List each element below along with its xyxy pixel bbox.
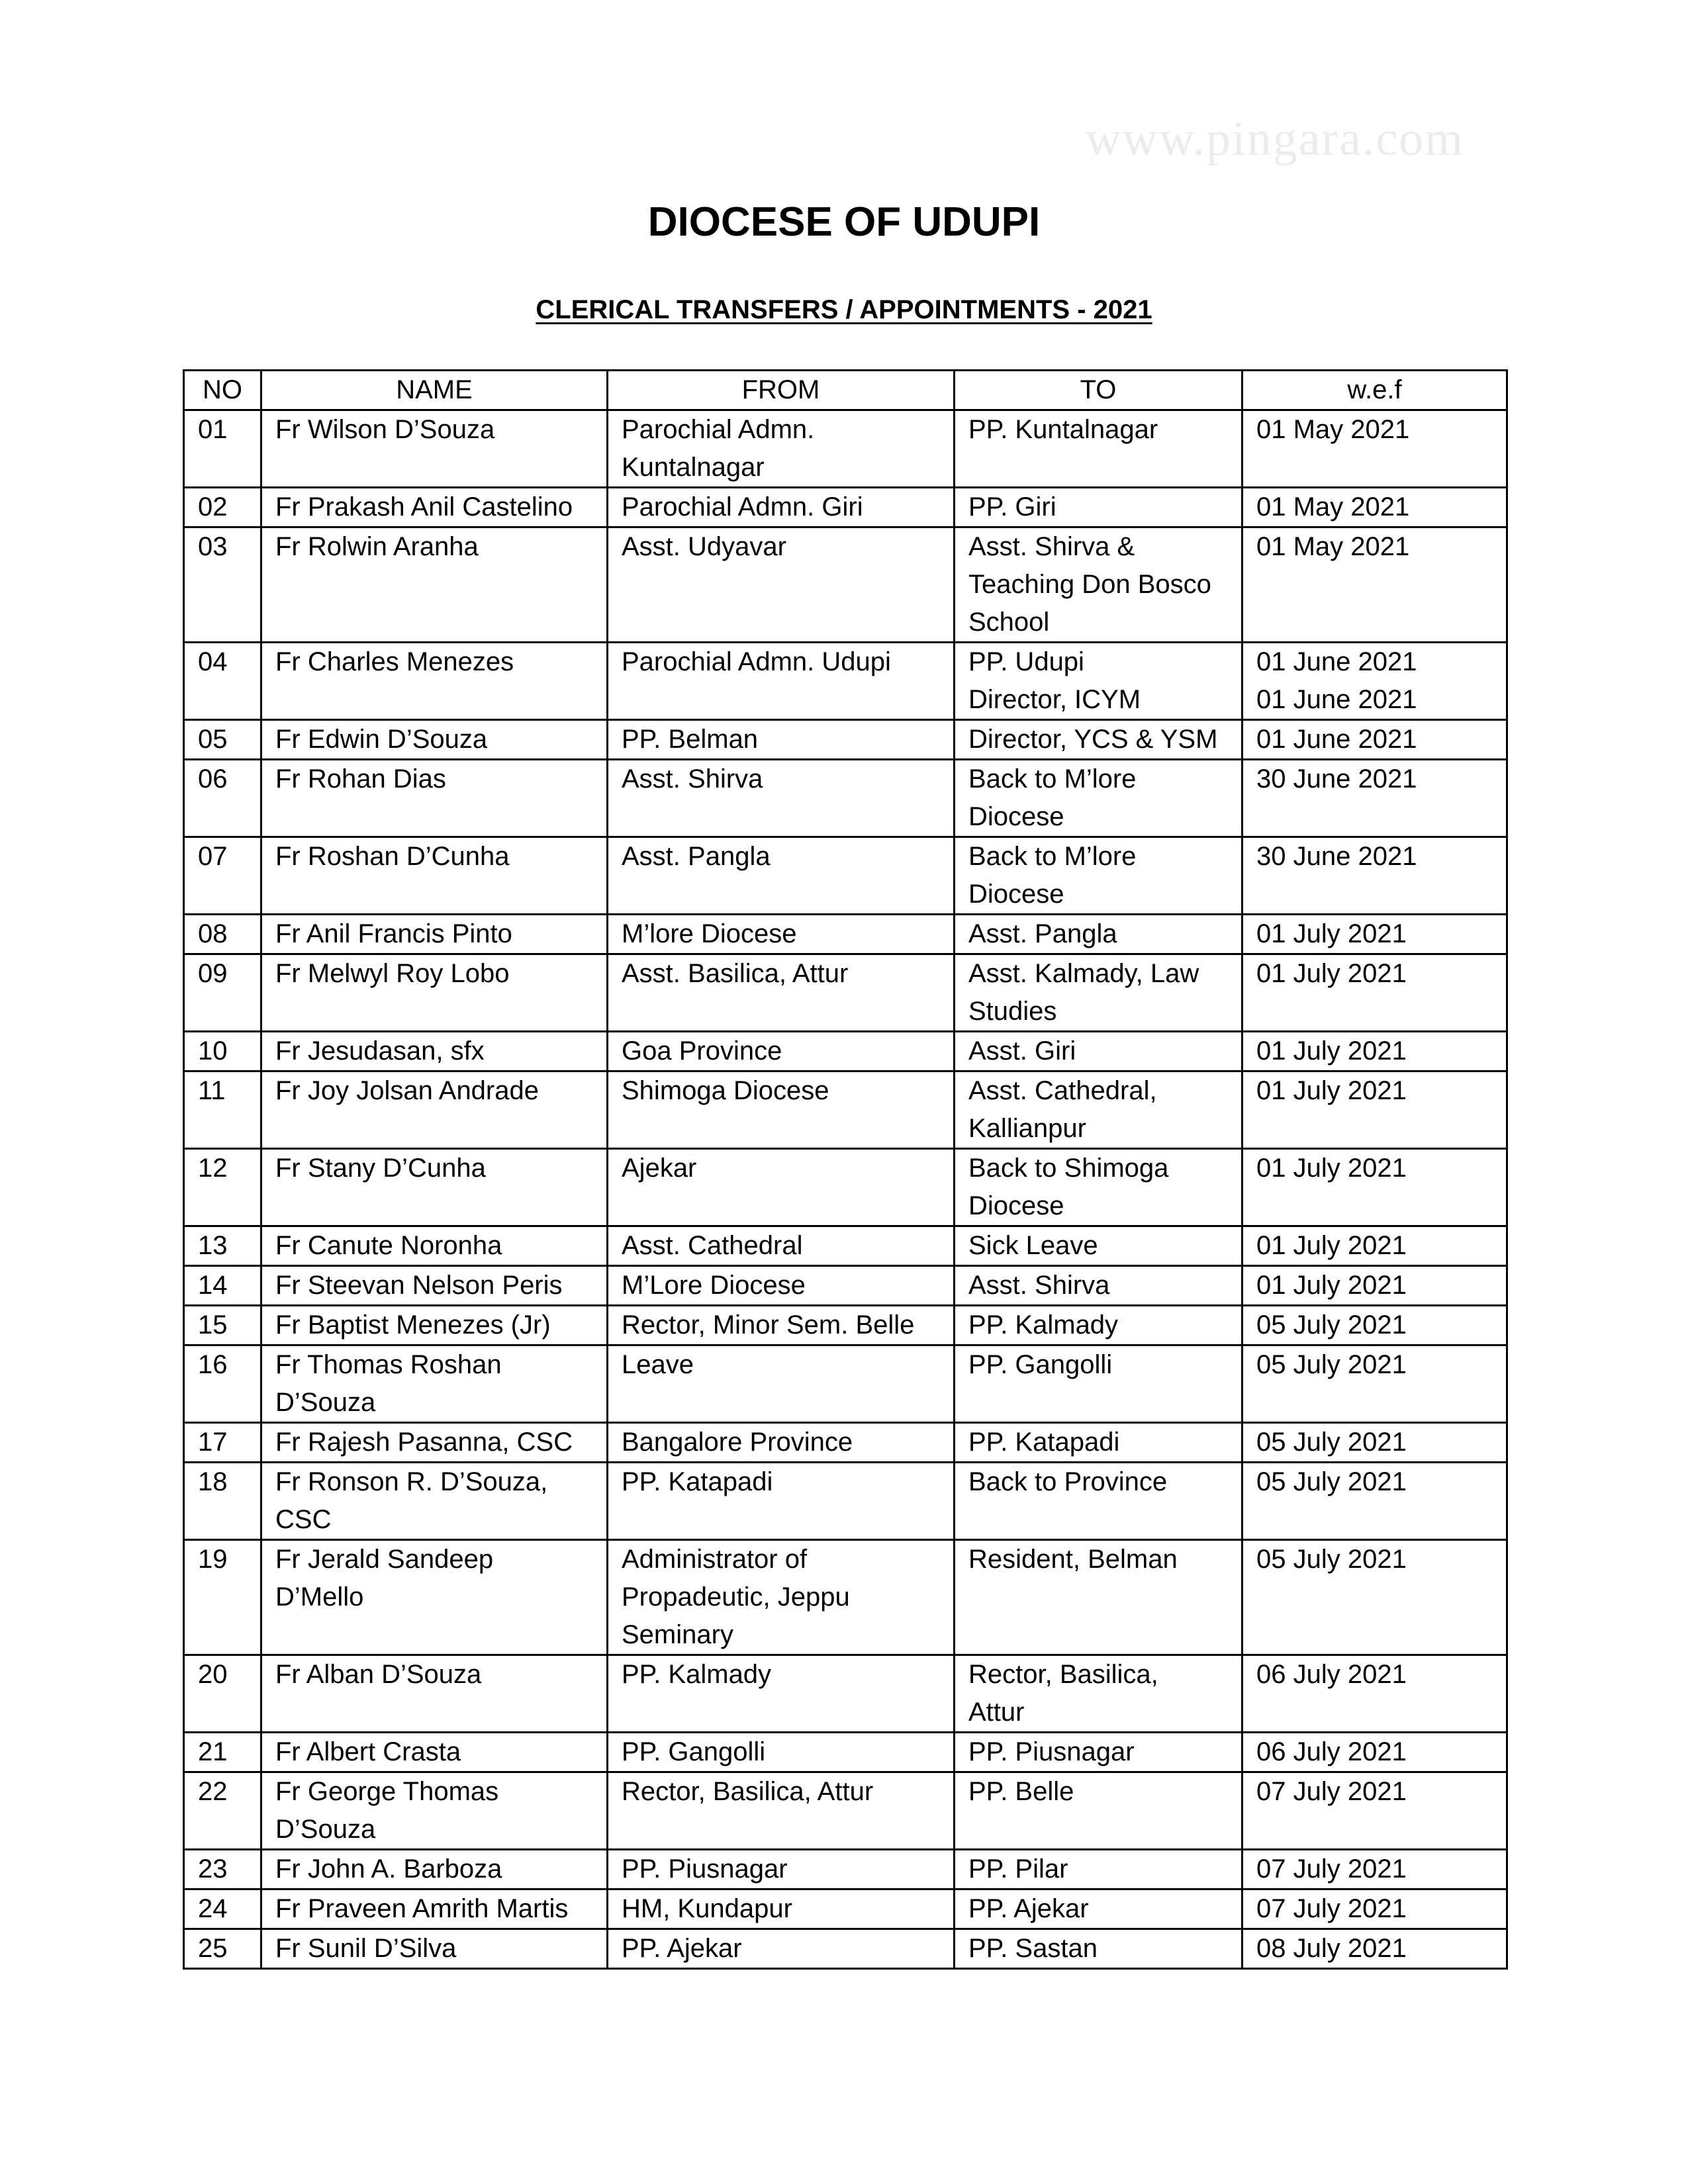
cell-name-line: Fr Canute Noronha	[275, 1231, 502, 1260]
table-row	[184, 488, 1507, 527]
cell-wef-line: 06 July 2021	[1256, 1660, 1407, 1689]
cell-name-line: Fr Alban D’Souza	[275, 1660, 482, 1689]
cell-name-line: Fr Albert Crasta	[275, 1737, 461, 1766]
cell-name	[261, 837, 608, 915]
cell-name-line: Fr Rajesh Pasanna, CSC	[275, 1428, 573, 1457]
header-to: TO	[955, 371, 1243, 410]
cell-to-line: PP. Kalmady	[968, 1310, 1119, 1340]
cell-name-line: D’Souza	[275, 1815, 376, 1844]
cell-from-line: Parochial Admn. Udupi	[622, 647, 891, 676]
table-row	[184, 643, 1507, 720]
table-row	[184, 915, 1507, 954]
cell-to-line: PP. Pilar	[968, 1854, 1068, 1884]
cell-no: 01	[184, 410, 261, 488]
cell-from-line: Kuntalnagar	[622, 453, 765, 482]
cell-wef	[1243, 1226, 1507, 1266]
cell-name-line: Fr Praveen Amrith Martis	[275, 1894, 569, 1923]
cell-to-line: Attur	[968, 1698, 1025, 1727]
cell-from-line: Administrator of	[622, 1545, 808, 1574]
table-row	[184, 1850, 1507, 1889]
table-row	[184, 1772, 1507, 1850]
cell-wef-line: 01 June 2021	[1256, 725, 1417, 754]
table-row	[184, 954, 1507, 1032]
cell-wef	[1243, 1032, 1507, 1071]
cell-name	[261, 1540, 608, 1655]
cell-name-line: D’Mello	[275, 1582, 364, 1612]
cell-name	[261, 1733, 608, 1772]
cell-wef-line: 07 July 2021	[1256, 1854, 1407, 1884]
cell-to-line: Asst. Pangla	[968, 919, 1117, 948]
cell-to-line: Director, ICYM	[968, 685, 1141, 714]
cell-to	[955, 760, 1243, 837]
cell-wef-line: 01 June 2021	[1256, 647, 1417, 676]
header-name: NAME	[261, 371, 608, 410]
cell-no: 05	[184, 720, 261, 760]
cell-to-line: Diocese	[968, 802, 1064, 831]
cell-from-line: Asst. Pangla	[622, 842, 771, 871]
cell-name	[261, 954, 608, 1032]
cell-to-line: Back to M’lore	[968, 842, 1137, 871]
cell-from-line: PP. Gangolli	[622, 1737, 766, 1766]
cell-from-line: PP. Piusnagar	[622, 1854, 788, 1884]
cell-wef-line: 01 May 2021	[1256, 492, 1410, 522]
cell-wef-line: 01 July 2021	[1256, 1076, 1407, 1105]
cell-wef	[1243, 837, 1507, 915]
cell-no: 15	[184, 1306, 261, 1345]
cell-to-line: PP. Belle	[968, 1777, 1074, 1806]
cell-from-line: Shimoga Diocese	[622, 1076, 829, 1105]
cell-to-line: PP. Katapadi	[968, 1428, 1120, 1457]
cell-wef-line: 30 June 2021	[1256, 764, 1417, 794]
cell-to	[955, 720, 1243, 760]
cell-wef-line: 05 July 2021	[1256, 1310, 1407, 1340]
cell-name-line: Fr Jerald Sandeep	[275, 1545, 494, 1574]
cell-to	[955, 1850, 1243, 1889]
cell-wef-line: 01 July 2021	[1256, 1036, 1407, 1066]
cell-to	[955, 915, 1243, 954]
table-row	[184, 1149, 1507, 1226]
cell-from	[608, 488, 955, 527]
cell-to	[955, 488, 1243, 527]
cell-no: 04	[184, 643, 261, 720]
cell-to	[955, 1306, 1243, 1345]
cell-wef-line: 08 July 2021	[1256, 1934, 1407, 1963]
cell-from-line: PP. Ajekar	[622, 1934, 742, 1963]
cell-name-line: Fr Jesudasan, sfx	[275, 1036, 485, 1066]
cell-wef-line: 06 July 2021	[1256, 1737, 1407, 1766]
cell-to	[955, 1345, 1243, 1423]
cell-name-line: Fr Melwyl Roy Lobo	[275, 959, 510, 988]
cell-from	[608, 1345, 955, 1423]
cell-to-line: Back to Shimoga	[968, 1154, 1169, 1183]
table-row	[184, 720, 1507, 760]
document-title: DIOCESE OF UDUPI	[647, 199, 1041, 245]
cell-from-line: Asst. Basilica, Attur	[622, 959, 849, 988]
cell-from-line: Ajekar	[622, 1154, 697, 1183]
cell-wef-line: 01 July 2021	[1256, 959, 1407, 988]
cell-no: 20	[184, 1655, 261, 1733]
cell-name-line: Fr Thomas Roshan	[275, 1350, 502, 1379]
cell-from	[608, 1266, 955, 1306]
cell-from	[608, 1463, 955, 1540]
cell-to	[955, 1266, 1243, 1306]
cell-to	[955, 527, 1243, 643]
cell-name	[261, 488, 608, 527]
cell-name	[261, 1071, 608, 1149]
cell-from-line: Asst. Udyavar	[622, 532, 786, 561]
cell-name	[261, 1032, 608, 1071]
cell-to-line: PP. Udupi	[968, 647, 1084, 676]
cell-from-line: M’lore Diocese	[622, 919, 797, 948]
cell-no: 23	[184, 1850, 261, 1889]
cell-name	[261, 1772, 608, 1850]
cell-to	[955, 1772, 1243, 1850]
cell-no: 11	[184, 1071, 261, 1149]
cell-from	[608, 1655, 955, 1733]
cell-name-line: Fr Edwin D’Souza	[275, 725, 488, 754]
cell-to	[955, 1032, 1243, 1071]
cell-wef	[1243, 1733, 1507, 1772]
cell-to-line: Back to Province	[968, 1467, 1168, 1496]
cell-wef	[1243, 720, 1507, 760]
cell-wef	[1243, 1655, 1507, 1733]
cell-to-line: Asst. Giri	[968, 1036, 1076, 1066]
cell-to-line: Kallianpur	[968, 1114, 1086, 1143]
document-subtitle	[0, 295, 1688, 325]
table-row	[184, 1226, 1507, 1266]
cell-name	[261, 1266, 608, 1306]
cell-from-line: Parochial Admn. Giri	[622, 492, 863, 522]
cell-from	[608, 954, 955, 1032]
cell-from	[608, 1850, 955, 1889]
cell-wef	[1243, 1850, 1507, 1889]
cell-name-line: Fr Stany D’Cunha	[275, 1154, 486, 1183]
table-row	[184, 1071, 1507, 1149]
table-row	[184, 760, 1507, 837]
cell-no: 17	[184, 1423, 261, 1463]
cell-to-line: Teaching Don Bosco	[968, 570, 1211, 599]
cell-from-line: Asst. Shirva	[622, 764, 763, 794]
document-subtitle-text: CLERICAL TRANSFERS / APPOINTMENTS - 2021	[536, 295, 1152, 324]
cell-name-line: Fr Wilson D’Souza	[275, 415, 495, 444]
cell-from	[608, 1540, 955, 1655]
cell-wef	[1243, 760, 1507, 837]
cell-no: 09	[184, 954, 261, 1032]
cell-from	[608, 1929, 955, 1969]
cell-wef	[1243, 1540, 1507, 1655]
cell-from-line: Bangalore Province	[622, 1428, 853, 1457]
cell-wef-line: 05 July 2021	[1256, 1428, 1407, 1457]
cell-to	[955, 954, 1243, 1032]
cell-to	[955, 1655, 1243, 1733]
cell-from	[608, 643, 955, 720]
cell-name-line: D’Souza	[275, 1388, 376, 1417]
cell-name-line: Fr Anil Francis Pinto	[275, 919, 512, 948]
cell-to-line: PP. Sastan	[968, 1934, 1098, 1963]
cell-from	[608, 527, 955, 643]
cell-wef-line: 05 July 2021	[1256, 1467, 1407, 1496]
cell-to-line: Sick Leave	[968, 1231, 1098, 1260]
cell-wef-line: 01 May 2021	[1256, 415, 1410, 444]
cell-no: 22	[184, 1772, 261, 1850]
table-header-row	[184, 371, 1507, 410]
cell-from-line: M’Lore Diocese	[622, 1271, 806, 1300]
cell-from	[608, 1889, 955, 1929]
cell-from-line: Goa Province	[622, 1036, 782, 1066]
cell-to-line: Rector, Basilica,	[968, 1660, 1158, 1689]
cell-no: 06	[184, 760, 261, 837]
cell-name-line: Fr John A. Barboza	[275, 1854, 502, 1884]
cell-wef	[1243, 954, 1507, 1032]
header-from: FROM	[608, 371, 955, 410]
cell-to	[955, 410, 1243, 488]
cell-wef	[1243, 410, 1507, 488]
cell-wef	[1243, 1463, 1507, 1540]
cell-from-line: Leave	[622, 1350, 694, 1379]
cell-from	[608, 1306, 955, 1345]
table-row	[184, 1655, 1507, 1733]
cell-to-line: PP. Ajekar	[968, 1894, 1089, 1923]
cell-name-line: Fr Steevan Nelson Peris	[275, 1271, 563, 1300]
table-row	[184, 1889, 1507, 1929]
cell-name	[261, 1463, 608, 1540]
table-row	[184, 1423, 1507, 1463]
cell-name-line: Fr Roshan D’Cunha	[275, 842, 510, 871]
cell-no: 03	[184, 527, 261, 643]
cell-wef-line: 07 July 2021	[1256, 1777, 1407, 1806]
cell-no: 13	[184, 1226, 261, 1266]
cell-to	[955, 1929, 1243, 1969]
cell-no: 14	[184, 1266, 261, 1306]
table-row	[184, 1032, 1507, 1071]
table-row	[184, 837, 1507, 915]
cell-from	[608, 1032, 955, 1071]
table-row	[184, 1540, 1507, 1655]
table-row	[184, 1266, 1507, 1306]
cell-no: 02	[184, 488, 261, 527]
cell-from	[608, 720, 955, 760]
cell-from	[608, 1733, 955, 1772]
cell-to	[955, 1423, 1243, 1463]
cell-name	[261, 643, 608, 720]
cell-from-line: Rector, Basilica, Attur	[622, 1777, 874, 1806]
cell-to-line: Resident, Belman	[968, 1545, 1178, 1574]
cell-from-line: Rector, Minor Sem. Belle	[622, 1310, 915, 1340]
cell-name	[261, 915, 608, 954]
cell-from	[608, 1772, 955, 1850]
cell-to	[955, 1889, 1243, 1929]
table-row	[184, 1463, 1507, 1540]
cell-name	[261, 1655, 608, 1733]
cell-from-line: PP. Kalmady	[622, 1660, 772, 1689]
cell-wef	[1243, 1345, 1507, 1423]
cell-from	[608, 915, 955, 954]
cell-wef	[1243, 1772, 1507, 1850]
cell-no: 07	[184, 837, 261, 915]
cell-no: 16	[184, 1345, 261, 1423]
cell-to-line: Director, YCS & YSM	[968, 725, 1218, 754]
cell-to-line: Studies	[968, 997, 1057, 1026]
cell-name	[261, 410, 608, 488]
cell-to-line: Diocese	[968, 880, 1064, 909]
cell-no: 25	[184, 1929, 261, 1969]
cell-wef-line: 05 July 2021	[1256, 1545, 1407, 1574]
cell-name-line: Fr Charles Menezes	[275, 647, 514, 676]
cell-wef-line: 07 July 2021	[1256, 1894, 1407, 1923]
cell-from-line: PP. Katapadi	[622, 1467, 773, 1496]
cell-wef	[1243, 1266, 1507, 1306]
cell-to-line: PP. Kuntalnagar	[968, 415, 1158, 444]
cell-from-line: Asst. Cathedral	[622, 1231, 803, 1260]
cell-name	[261, 1149, 608, 1226]
transfers-table	[183, 369, 1508, 1970]
cell-to	[955, 643, 1243, 720]
cell-no: 19	[184, 1540, 261, 1655]
cell-name	[261, 720, 608, 760]
cell-wef-line: 05 July 2021	[1256, 1350, 1407, 1379]
table-row	[184, 527, 1507, 643]
cell-to-line: Asst. Cathedral,	[968, 1076, 1157, 1105]
cell-wef	[1243, 1423, 1507, 1463]
cell-wef	[1243, 1929, 1507, 1969]
cell-to	[955, 1226, 1243, 1266]
cell-to-line: Back to M’lore	[968, 764, 1137, 794]
cell-to-line: School	[968, 608, 1050, 637]
cell-wef	[1243, 915, 1507, 954]
cell-no: 10	[184, 1032, 261, 1071]
cell-no: 18	[184, 1463, 261, 1540]
cell-from	[608, 1149, 955, 1226]
cell-no: 21	[184, 1733, 261, 1772]
cell-name-line: Fr Rolwin Aranha	[275, 532, 479, 561]
cell-to-line: PP. Piusnagar	[968, 1737, 1135, 1766]
cell-from	[608, 410, 955, 488]
header-wef: w.e.f	[1243, 371, 1507, 410]
table-row	[184, 1929, 1507, 1969]
cell-name	[261, 1850, 608, 1889]
cell-to-line: Diocese	[968, 1191, 1064, 1220]
cell-wef-line: 30 June 2021	[1256, 842, 1417, 871]
table-row	[184, 1733, 1507, 1772]
cell-from-line: Propadeutic, Jeppu	[622, 1582, 850, 1612]
cell-wef-line: 01 June 2021	[1256, 685, 1417, 714]
cell-no: 08	[184, 915, 261, 954]
cell-wef	[1243, 1306, 1507, 1345]
table-row	[184, 1306, 1507, 1345]
cell-to	[955, 1733, 1243, 1772]
cell-from-line: PP. Belman	[622, 725, 759, 754]
cell-to-line: PP. Gangolli	[968, 1350, 1113, 1379]
cell-name	[261, 1423, 608, 1463]
cell-to-line: PP. Giri	[968, 492, 1056, 522]
table-body	[184, 410, 1507, 1969]
cell-name	[261, 1306, 608, 1345]
cell-to	[955, 1463, 1243, 1540]
cell-wef	[1243, 1889, 1507, 1929]
cell-wef	[1243, 1071, 1507, 1149]
cell-name	[261, 760, 608, 837]
cell-wef-line: 01 July 2021	[1256, 1231, 1407, 1260]
cell-to	[955, 1149, 1243, 1226]
cell-name-line: Fr Prakash Anil Castelino	[275, 492, 573, 522]
cell-wef-line: 01 July 2021	[1256, 1271, 1407, 1300]
cell-name-line: Fr Sunil D’Silva	[275, 1934, 457, 1963]
cell-from	[608, 837, 955, 915]
cell-name-line: Fr George Thomas	[275, 1777, 499, 1806]
cell-wef	[1243, 643, 1507, 720]
watermark: www.pingara.com	[1086, 112, 1464, 166]
cell-name-line: CSC	[275, 1505, 332, 1534]
cell-name-line: Fr Baptist Menezes (Jr)	[275, 1310, 551, 1340]
cell-from	[608, 760, 955, 837]
cell-from-line: HM, Kundapur	[622, 1894, 792, 1923]
cell-from-line: Parochial Admn.	[622, 415, 815, 444]
cell-from	[608, 1423, 955, 1463]
cell-name	[261, 1345, 608, 1423]
cell-to-line: Asst. Shirva &	[968, 532, 1135, 561]
cell-from	[608, 1226, 955, 1266]
cell-to-line: Asst. Kalmady, Law	[968, 959, 1199, 988]
table-row	[184, 1345, 1507, 1423]
cell-name-line: Fr Ronson R. D’Souza,	[275, 1467, 548, 1496]
cell-name	[261, 1929, 608, 1969]
table-row	[184, 410, 1507, 488]
cell-name	[261, 527, 608, 643]
cell-wef	[1243, 1149, 1507, 1226]
cell-wef	[1243, 527, 1507, 643]
cell-to	[955, 1071, 1243, 1149]
cell-wef	[1243, 488, 1507, 527]
cell-name	[261, 1226, 608, 1266]
cell-to	[955, 1540, 1243, 1655]
cell-no: 12	[184, 1149, 261, 1226]
cell-name-line: Fr Rohan Dias	[275, 764, 446, 794]
cell-from	[608, 1071, 955, 1149]
cell-wef-line: 01 July 2021	[1256, 919, 1407, 948]
cell-name-line: Fr Joy Jolsan Andrade	[275, 1076, 539, 1105]
cell-from-line: Seminary	[622, 1620, 733, 1649]
cell-no: 24	[184, 1889, 261, 1929]
cell-wef-line: 01 July 2021	[1256, 1154, 1407, 1183]
cell-name	[261, 1889, 608, 1929]
cell-to-line: Asst. Shirva	[968, 1271, 1110, 1300]
cell-wef-line: 01 May 2021	[1256, 532, 1410, 561]
cell-to	[955, 837, 1243, 915]
header-no: NO	[184, 371, 261, 410]
